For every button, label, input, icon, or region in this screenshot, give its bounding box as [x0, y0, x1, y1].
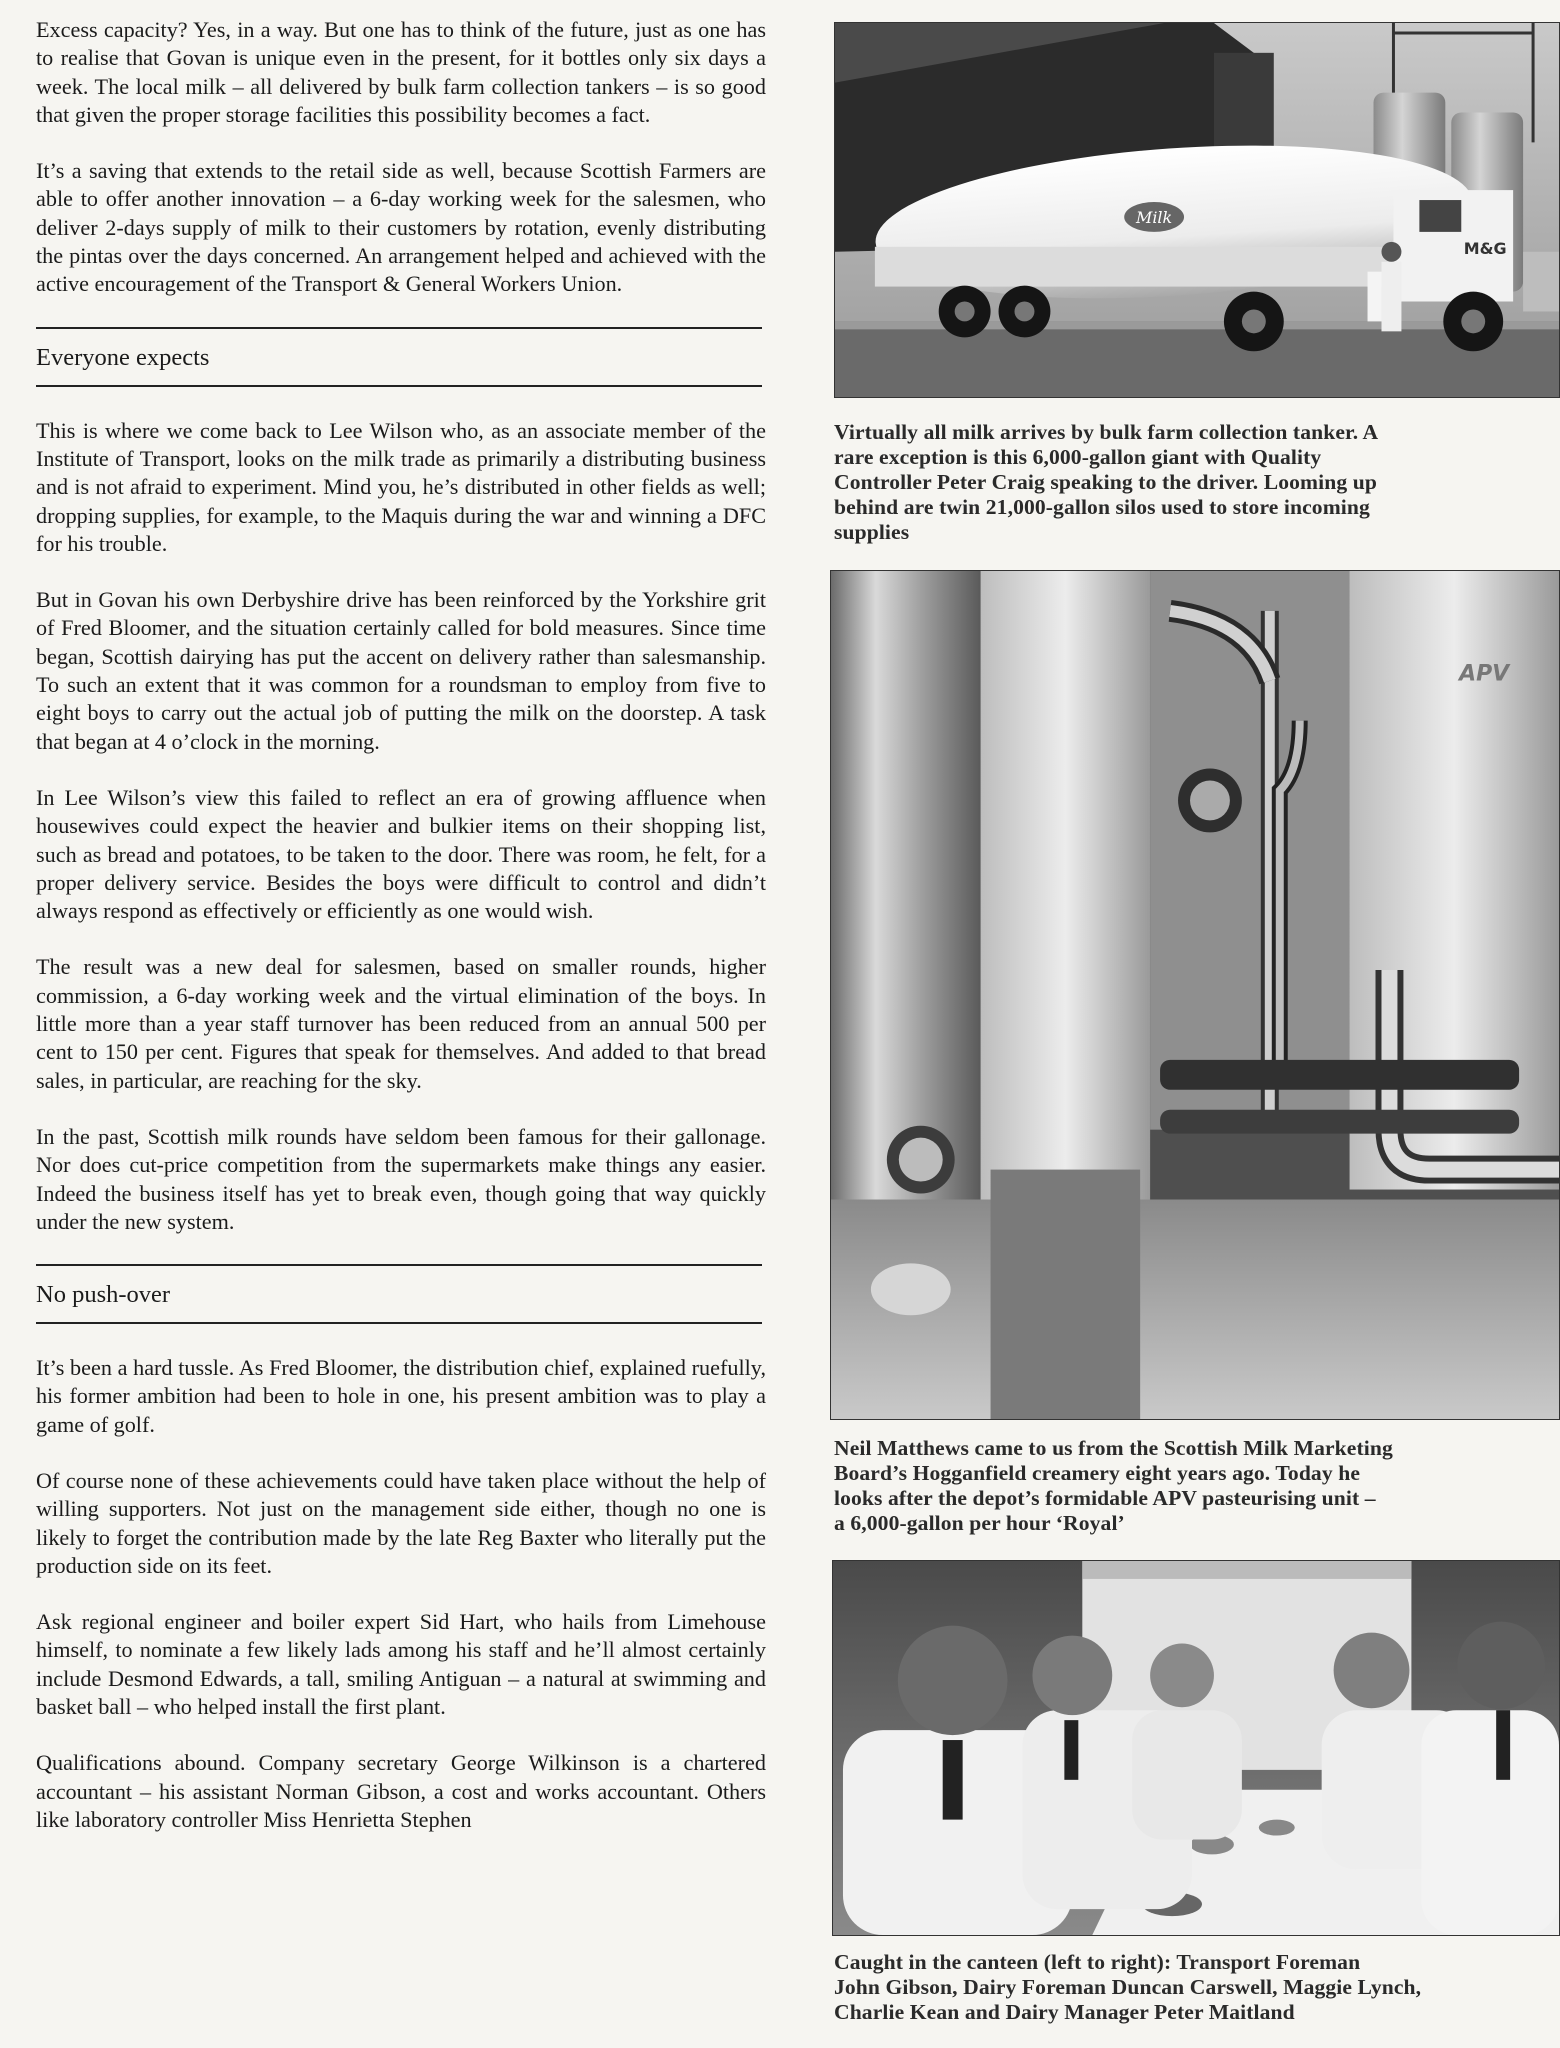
caption-line: John Gibson, Dairy Foreman Duncan Carswell, Maggie Lynch, — [834, 1975, 1422, 1999]
paragraph: Ask regional engineer and boiler expert Sid Hart, who hails from Limehouse himself, to nominate a few likely lads among his staff and he’ll almost certainly include Desmond Edwards, a tall, smiling Antiguan – a natural at swimming and basket ball – who helped install the first plant. — [36, 1609, 766, 1720]
paragraph: Of course none of these achievements could have taken place without the help of willing supporters. Not just on the management side either, though no one is likely to forget the contribution made by the late Reg Baxter who literally put the production side on its feet. — [36, 1467, 766, 1578]
tanker-photo — [834, 22, 1560, 398]
canteen-caption — [834, 1950, 1560, 2025]
paragraph: This is where we come back to Lee Wilson who, as an associate member of the Institute of Transport, looks on the milk trade as primarily a distributing business and is not afraid to experiment. Mind you, he’s distributed in other fields as well; dropping supplies, for example, to the Maquis during the war and winning a DFC for his trouble. — [36, 417, 766, 556]
paragraph: In the past, Scottish milk rounds have seldom been famous for their gallonage. Nor does cut-price competition from the supermarkets make things any easier. Indeed the business itself has yet to break even, though going that way quickly under the new system. — [36, 1123, 766, 1234]
pasteuriser-plate-lettering: APV — [1459, 661, 1510, 687]
paragraph: The result was a new deal for salesmen, based on smaller rounds, higher commission, a 6-day working week and the virtual elimination of the boys. In little more than a year staff turnover has been reduced from an annual 500 per cent to 150 per cent. Figures that speak for themselves. And added to that bread sales, in particular, are reaching for the sky. — [36, 954, 766, 1093]
paragraph: Qualifications abound. Company secretary George Wilkinson is a chartered accountant – his assistant Norman Gibson, a cost and works accountant. Others like laboratory controller Miss Henrietta Stephen — [36, 1750, 766, 1832]
caption-line: supplies — [834, 520, 910, 544]
divider — [36, 385, 762, 387]
canteen-photo — [832, 1560, 1560, 1936]
caption-line: rare exception is this 6,000-gallon giant with Quality — [834, 445, 1322, 469]
caption-line: a 6,000-gallon per hour ‘Royal’ — [834, 1511, 1125, 1535]
paragraph: It’s a saving that extends to the retail side as well, because Scottish Farmers are able to offer another innovation – a 6-day working week for the salesmen, who deliver 2-days supply of milk to their customers by rotation, evenly distributing the pintas over the days concerned. An arrangement helped and achieved with the active encouragement of the Transport & General Workers Union. — [36, 158, 766, 297]
paragraph: It’s been a hard tussle. As Fred Bloomer, the distribution chief, explained ruefully, his former ambition had been to hole in one, his present ambition was to play a game of golf. — [36, 1355, 766, 1437]
tanker-tank-lettering: Milk — [1136, 207, 1173, 227]
caption-line: Board’s Hogganfield creamery eight years ago. Today he — [834, 1461, 1361, 1485]
paragraph: In Lee Wilson’s view this failed to reflect an era of growing affluence when housewives could expect the heavier and bulkier items on their shopping list, such as bread and potatoes, to be taken to the door. There was room, he felt, for a proper delivery service. Besides the boys were difficult to control and didn’t always respond as effectively or efficiently as one would wish. — [36, 784, 766, 924]
article-column — [36, 16, 766, 1862]
caption-line: looks after the depot’s formidable APV pasteurising unit – — [834, 1486, 1376, 1510]
caption-line: Virtually all milk arrives by bulk farm collection tanker. A — [834, 420, 1379, 444]
caption-line: Neil Matthews came to us from the Scottish Milk Marketing — [834, 1436, 1393, 1460]
caption-line: Caught in the canteen (left to right): Transport Foreman — [834, 1950, 1361, 1974]
section-no-push-over — [36, 1264, 766, 1834]
section-heading: No push-over — [36, 1281, 171, 1309]
section-heading: Everyone expects — [36, 343, 210, 371]
caption-line: Charlie Kean and Dairy Manager Peter Maitland — [834, 2000, 1295, 2024]
paragraph: Excess capacity? Yes, in a way. But one has to think of the future, just as one has to realise that Govan is unique even in the present, for it bottles only six days a week. The local milk – all delivered by bulk farm collection tankers – is so good that given the proper storage facilities this possibility becomes a fact. — [36, 17, 766, 127]
pasteuriser-photo — [830, 570, 1560, 1420]
tanker-caption — [834, 420, 1560, 545]
caption-line: Controller Peter Craig speaking to the driver. Looming up — [834, 470, 1377, 494]
divider — [36, 1322, 762, 1324]
section-everyone-expects — [36, 327, 766, 1236]
paragraph: But in Govan his own Derbyshire drive has been reinforced by the Yorkshire grit of Fred Bloomer, and the situation certainly called for bold measures. Since time began, Scottish dairying has put the accent on delivery rather than salesmanship. To such an extent that it was common for a roundsman to employ from five to eight boys to carry out the actual job of putting the milk on the doorstep. A task that began at 4 o’clock in the morning. — [36, 587, 766, 754]
caption-line: behind are twin 21,000-gallon silos used to store incoming — [834, 495, 1370, 519]
pasteuriser-caption — [834, 1436, 1560, 1536]
tanker-cab-lettering: M&G — [1463, 238, 1507, 258]
